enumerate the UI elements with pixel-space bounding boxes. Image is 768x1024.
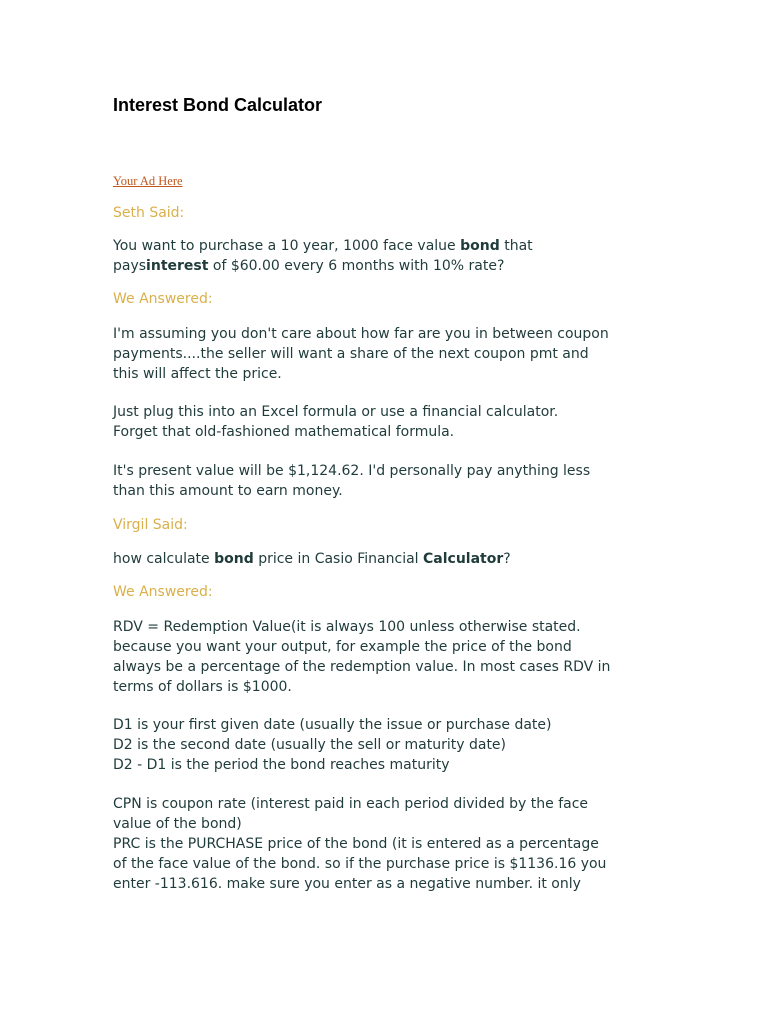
answer-paragraph: D1 is your first given date (usually the issue or purchase date) D2 is the second date (usually the sell or maturity date) D2 - D1 is the period the bond reaches maturity bbox=[113, 717, 552, 773]
page-title: Interest Bond Calculator bbox=[113, 95, 323, 115]
question-speaker: Virgil Said: bbox=[113, 517, 188, 533]
answer-speaker: We Answered: bbox=[113, 291, 213, 307]
question-speaker: Seth Said: bbox=[113, 205, 185, 221]
answer-paragraph: I'm assuming you don't care about how far are you in between coupon payments....the seller will want a share of the next coupon pmt and this will affect the price. bbox=[113, 326, 609, 382]
answer-paragraph: RDV = Redemption Value(it is always 100 unless otherwise stated. because you want your output, for example the price of the bond always be a percentage of the redemption value. In most cases RDV in terms of dollars is $1000. bbox=[113, 619, 611, 695]
question-text: how calculate bond price in Casio Financial Calculator? bbox=[113, 551, 511, 567]
question-text: You want to purchase a 10 year, 1000 face value bond that paysinterest of $60.00 every 6 months with 10% rate? bbox=[113, 238, 533, 274]
answer-paragraph: CPN is coupon rate (interest paid in each period divided by the face value of the bond) PRC is the PURCHASE price of the bond (it is entered as a percentage of the face value of the bond. so if the purchase price is $1136.16 you enter -113.616. make sure you enter as a negative number. it only bbox=[113, 796, 607, 892]
answer-paragraph: Just plug this into an Excel formula or use a financial calculator. Forget that old-fashioned mathematical formula. bbox=[113, 404, 559, 440]
ad-link[interactable]: Your Ad Here bbox=[113, 174, 183, 188]
answer-paragraph: It's present value will be $1,124.62. I'd personally pay anything less than this amount to earn money. bbox=[113, 463, 591, 499]
answer-speaker: We Answered: bbox=[113, 584, 213, 600]
